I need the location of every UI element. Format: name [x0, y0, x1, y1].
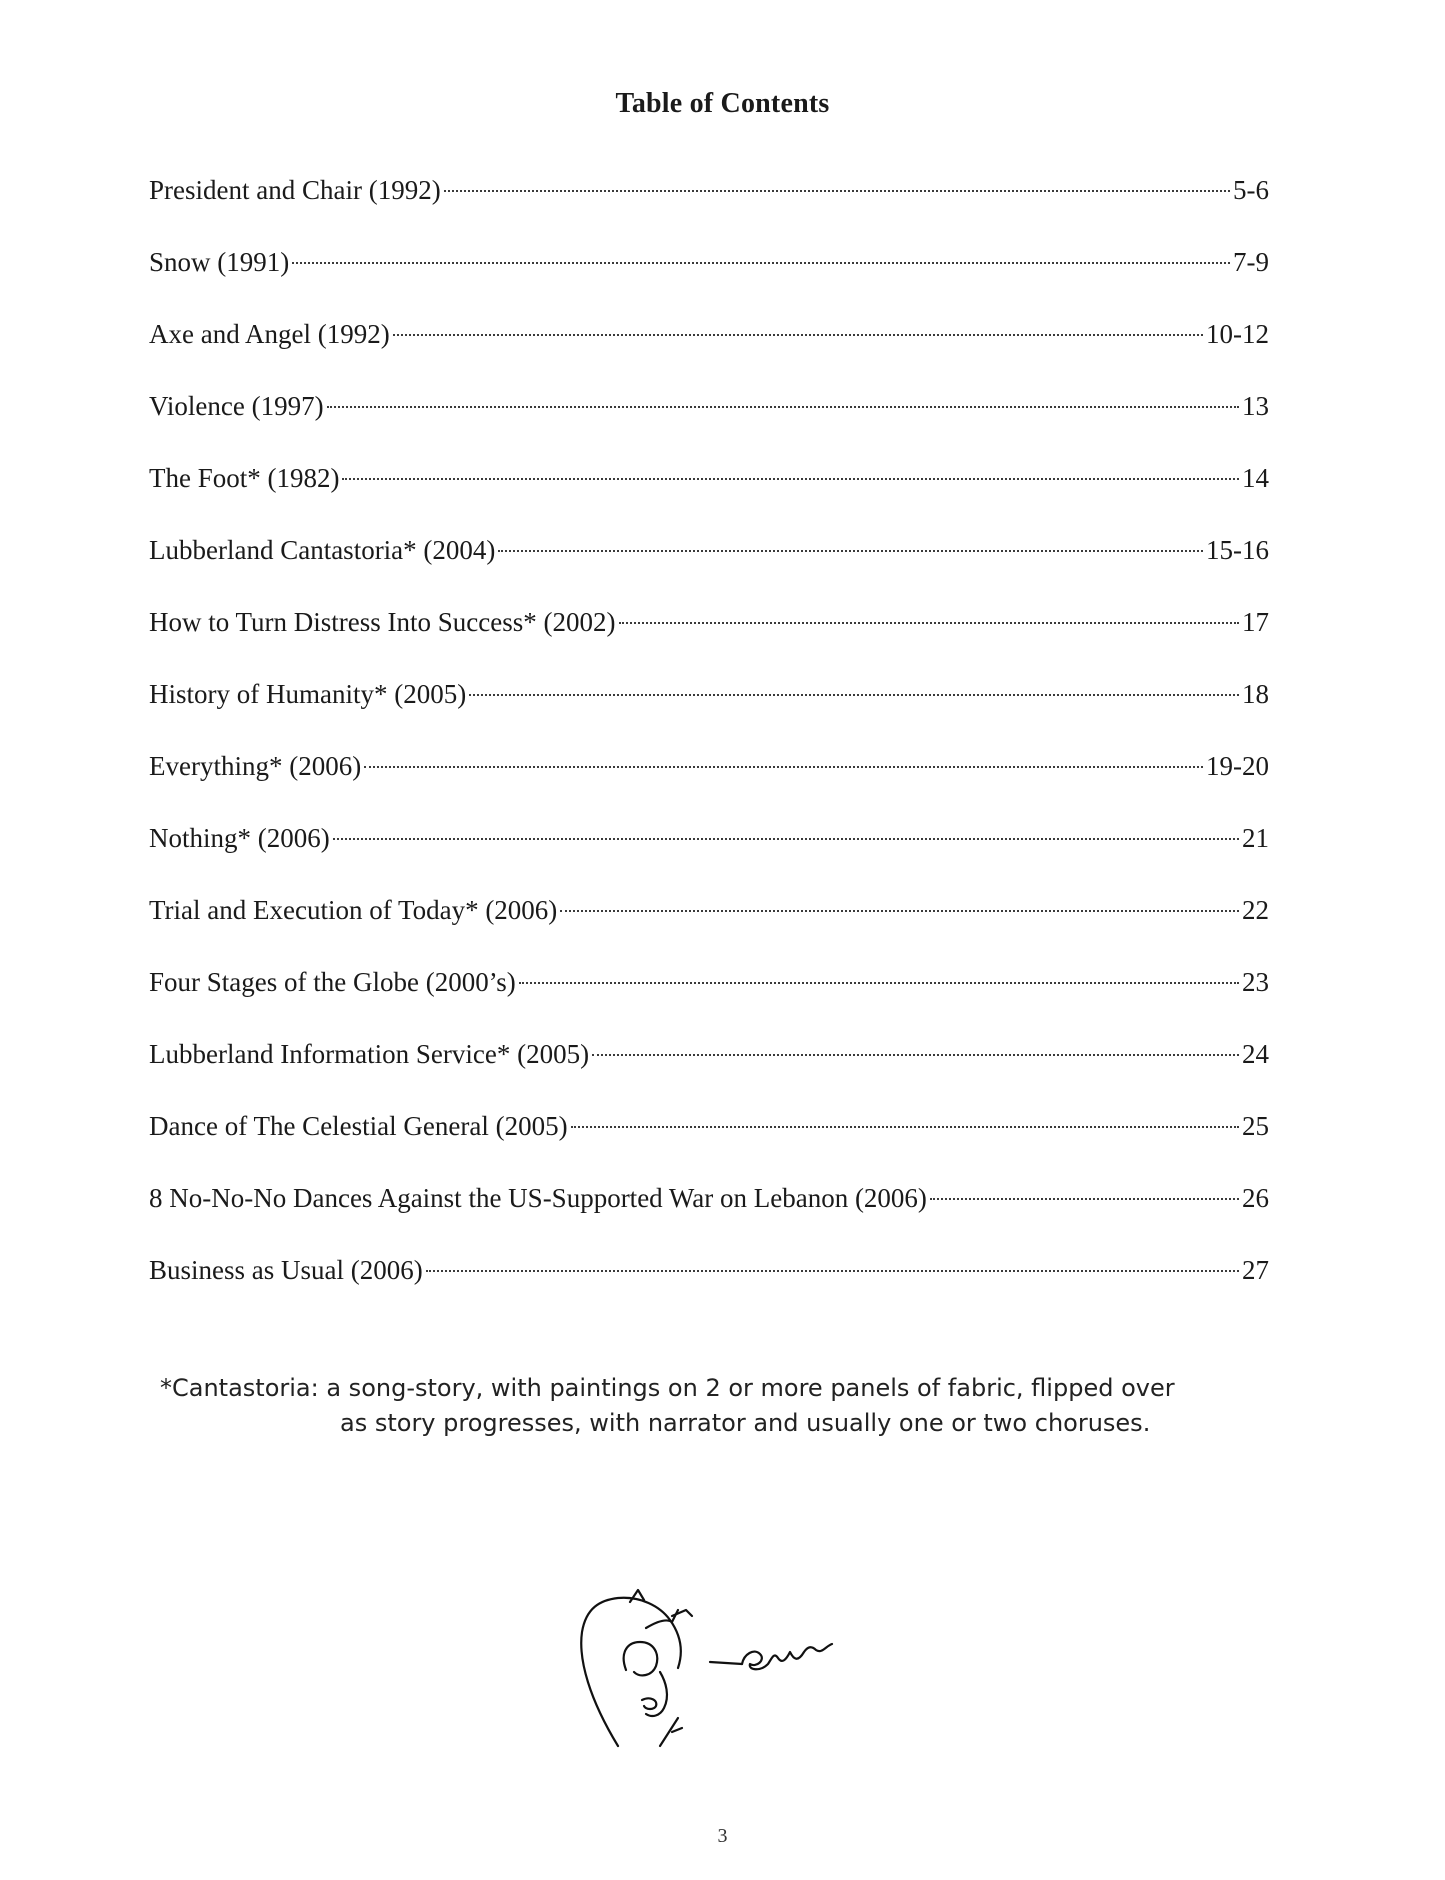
toc-entry: [149, 892, 1269, 964]
toc-entry-title: Snow (1991): [149, 247, 290, 277]
toc-entry: [149, 1108, 1269, 1180]
toc-entry: [149, 1252, 1269, 1324]
toc-entry-page: 7-9: [1233, 247, 1269, 277]
dot-leader: [364, 766, 1203, 768]
toc-entry-page: 25: [1242, 1111, 1269, 1141]
page-title: Table of Contents: [615, 88, 830, 119]
toc-entry: [149, 964, 1269, 1036]
toc-entry-title: The Foot* (1982): [149, 463, 340, 493]
toc-entry-title: Lubberland Cantastoria* (2004): [149, 535, 496, 565]
dot-leader: [342, 478, 1239, 480]
dot-leader: [560, 910, 1239, 912]
toc-entry: [149, 532, 1269, 604]
toc-entry: [149, 172, 1269, 244]
toc-entry-page: 14: [1242, 463, 1269, 493]
hand-drawn-signature-icon: [560, 1550, 960, 1770]
dot-leader: [469, 694, 1239, 696]
toc-entry-title: Trial and Execution of Today* (2006): [149, 895, 558, 925]
dot-leader: [592, 1054, 1239, 1056]
toc-entry-page: 26: [1242, 1183, 1269, 1213]
toc-entry-title: History of Humanity* (2005): [149, 679, 467, 709]
toc-entry-title: Axe and Angel (1992): [149, 319, 390, 349]
footnote-line: *Cantastoria: a song-story, with paintings on 2 or more panels of fabric, flipped over: [160, 1374, 1175, 1402]
dot-leader: [292, 262, 1230, 264]
toc-entry: [149, 316, 1269, 388]
toc-entry-page: 17: [1242, 607, 1269, 637]
toc-entry-title: President and Chair (1992): [149, 175, 441, 205]
toc-entry-title: Dance of The Celestial General (2005): [149, 1111, 568, 1141]
toc-entry-page: 24: [1242, 1039, 1269, 1069]
toc-entry-title: Violence (1997): [149, 391, 324, 421]
toc-entry: [149, 244, 1269, 316]
toc-entry-title: Lubberland Information Service* (2005): [149, 1039, 590, 1069]
dot-leader: [333, 838, 1239, 840]
footnote-line: as story progresses, with narrator and usually one or two choruses.: [340, 1409, 1151, 1437]
toc-entry: [149, 604, 1269, 676]
toc-entry-page: 5-6: [1233, 175, 1269, 205]
dot-leader: [519, 982, 1239, 984]
page-number: 3: [717, 1825, 728, 1847]
toc-entry-page: 21: [1242, 823, 1269, 853]
dot-leader: [571, 1126, 1239, 1128]
toc-entry-title: Everything* (2006): [149, 751, 362, 781]
toc-entry-title: Business as Usual (2006): [149, 1255, 423, 1285]
toc-entry-page: 22: [1242, 895, 1269, 925]
dot-leader: [426, 1270, 1239, 1272]
toc-entry-page: 27: [1242, 1255, 1269, 1285]
toc-entry-page: 10-12: [1206, 319, 1269, 349]
dot-leader: [444, 190, 1230, 192]
dot-leader: [619, 622, 1239, 624]
toc-entry: [149, 676, 1269, 748]
toc-list: [149, 172, 1269, 1324]
toc-entry-title: How to Turn Distress Into Success* (2002): [149, 607, 616, 637]
dot-leader: [393, 334, 1203, 336]
toc-entry: [149, 1036, 1269, 1108]
toc-entry: [149, 460, 1269, 532]
toc-entry: [149, 388, 1269, 460]
toc-entry: [149, 820, 1269, 892]
toc-entry-title: 8 No-No-No Dances Against the US-Supported War on Lebanon (2006): [149, 1183, 927, 1213]
toc-entry-title: Four Stages of the Globe (2000’s): [149, 967, 516, 997]
toc-entry-title: Nothing* (2006): [149, 823, 330, 853]
dot-leader: [930, 1198, 1239, 1200]
footnote: [160, 1371, 1290, 1441]
toc-entry-page: 19-20: [1206, 751, 1269, 781]
toc-entry: [149, 748, 1269, 820]
toc-entry-page: 23: [1242, 967, 1269, 997]
dot-leader: [327, 406, 1239, 408]
toc-entry-page: 15-16: [1206, 535, 1269, 565]
toc-entry-page: 18: [1242, 679, 1269, 709]
toc-entry-page: 13: [1242, 391, 1269, 421]
dot-leader: [498, 550, 1203, 552]
toc-entry: [149, 1180, 1269, 1252]
